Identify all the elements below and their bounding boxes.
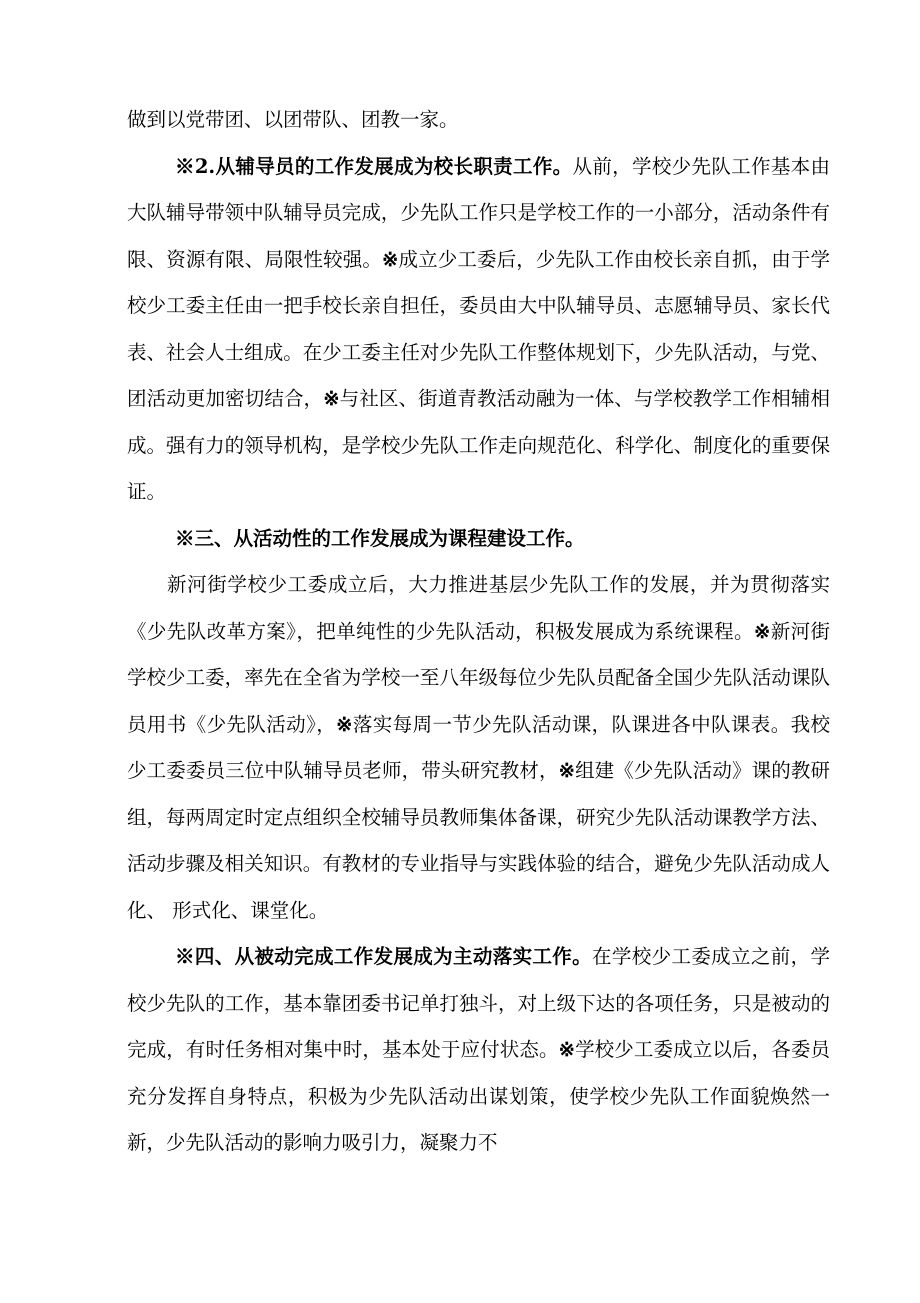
section-heading: 2.从辅导员的工作发展成为校长职责工作。 [194, 154, 573, 178]
reference-mark-icon: ※ [175, 526, 195, 550]
paragraph-text: 从前，学校少先队工作基本由大队辅导带领中队辅导员完成，少先队工作只是学校工作的一小部分，活动条件有限、资源有限、局限性较强。 [127, 154, 830, 271]
reference-mark-icon: ※ [558, 759, 576, 782]
reference-mark-icon: ※ [336, 712, 353, 736]
document-page [127, 97, 830, 1167]
section-heading: 三、从活动性的工作发展成为课程建设工作。 [194, 526, 585, 550]
reference-mark-icon: ※ [175, 154, 195, 178]
paragraph-text: 组建《少先队活动》课的教研组，每两周定时定点组织全校辅导员教师集体备课，研究少先队活动课教学方法、活动步骤及相关知识。有教材的专业指导与实践体验的结合，避免少先队活动成人化、 形式化、课堂化。 [127, 759, 830, 922]
reference-mark-icon: ※ [175, 945, 195, 968]
reference-mark-icon: ※ [558, 1038, 576, 1061]
paragraph-5 [127, 934, 830, 1167]
paragraph-text: 成立少工委后，少先队工作由校长亲自抓，由于学校少工委主任由一把手校长亲自担任，委员由大中队辅导员、志愿辅导员、家长代表、社会人士组成。在少工委主任对少先队工作整体规划下，少先队活动，与党、团活动更加密切结合， [127, 247, 830, 410]
paragraph-text: 在学校少工委成立之前，学校少先队的工作，基本靠团委书记单打独斗，对上级下达的各项任务，只是被动的完成，有时任务相对集中时，基本处于应付状态。 [127, 945, 830, 1061]
reference-mark-icon: ※ [753, 619, 771, 643]
paragraph-text: 做到以党带团、以团带队、团教一家。 [127, 108, 459, 131]
paragraph-2 [127, 144, 830, 516]
reference-mark-icon: ※ [382, 247, 399, 271]
reference-mark-icon: ※ [323, 387, 340, 410]
paragraph-text: 新河街学校少工委成立后，大力推进基层少先队工作的发展，并为贯彻落实《少先队改革方案》，把单纯性的少先队活动，积极发展成为系统课程。 [127, 573, 830, 643]
paragraph-3 [127, 516, 830, 563]
paragraph-text: 学校少工委成立以后，各委员充分发挥自身特点，积极为少先队活动出谋划策，使学校少先队工作面貌焕然一新，少先队活动的影响力吸引力，凝聚力不 [127, 1038, 830, 1154]
section-heading: 四、从被动完成工作发展成为主动落实工作。 [194, 945, 593, 968]
paragraph-text: 落实每周一节少先队活动课，队课进各中队课表。我校少工委委员三位中队辅导员老师，带头研究教材， [127, 712, 830, 782]
paragraph-text: 新河街学校少工委，率先在全省为学校一至八年级每位少先队员配备全国少先队活动课队员用书《少先队活动》， [127, 619, 830, 736]
paragraph-4 [127, 562, 830, 934]
paragraph-1 [127, 97, 830, 144]
paragraph-text: 与社区、街道青教活动融为一体、与学校教学工作相辅相成。强有力的领导机构，是学校少先队工作走向规范化、科学化、制度化的重要保证。 [127, 387, 830, 503]
